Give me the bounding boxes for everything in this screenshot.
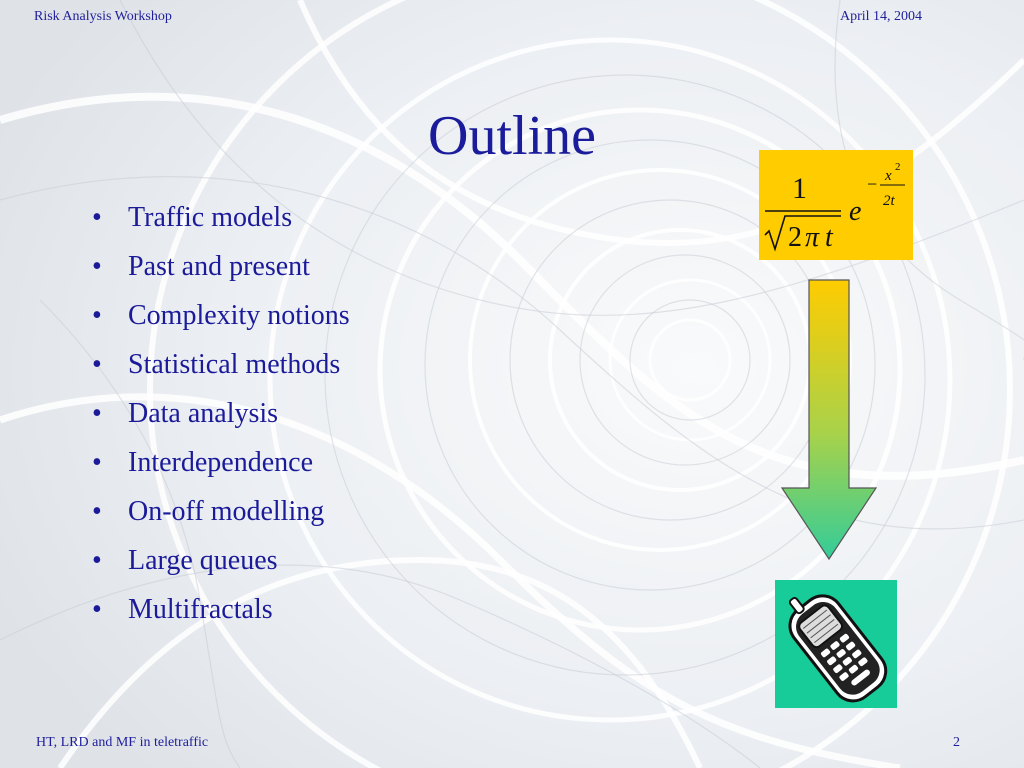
- header-workshop-name: Risk Analysis Workshop: [34, 9, 172, 24]
- bullet-glyph: •: [92, 300, 102, 331]
- formula-numerator: 1: [792, 172, 807, 205]
- mobile-phone-icon: [775, 580, 897, 708]
- page-number: 2: [953, 735, 960, 750]
- header-date: April 14, 2004: [840, 9, 923, 24]
- bullet-glyph: •: [92, 545, 102, 576]
- list-item-text: Large queues: [128, 545, 278, 576]
- footer-presentation-title: HT, LRD and MF in teletraffic: [36, 735, 209, 750]
- bullet-glyph: •: [92, 594, 102, 625]
- exponent-minus: −: [867, 174, 878, 194]
- exponent-power: 2: [895, 161, 901, 173]
- bullet-glyph: •: [92, 251, 102, 282]
- bullet-glyph: •: [92, 447, 102, 478]
- bullet-glyph: •: [92, 349, 102, 380]
- list-item-text: Data analysis: [128, 398, 279, 429]
- down-arrow-icon: [780, 278, 878, 562]
- list-item-text: Statistical methods: [128, 349, 341, 380]
- formula-t: t: [825, 222, 833, 253]
- slide-title: Outline: [428, 105, 596, 167]
- list-item-text: Multifractals: [128, 594, 273, 625]
- formula-e: e: [849, 196, 862, 227]
- formula-box: [759, 150, 913, 260]
- list-item-text: Traffic models: [128, 202, 293, 233]
- bullet-glyph: •: [92, 202, 102, 233]
- list-item-text: Past and present: [128, 251, 310, 282]
- list-item-text: Complexity notions: [128, 300, 350, 331]
- exponent-x: x: [885, 168, 892, 184]
- formula-denominator-const: 2: [788, 222, 802, 253]
- list-item-text: Interdependence: [128, 447, 313, 478]
- list-item-text: On-off modelling: [128, 496, 325, 527]
- bullet-glyph: •: [92, 398, 102, 429]
- phone-clipart-box: [775, 580, 897, 708]
- exponent-denominator: 2t: [883, 193, 895, 209]
- bullet-glyph: •: [92, 496, 102, 527]
- gaussian-formula: [759, 150, 913, 260]
- formula-pi: π: [805, 222, 820, 253]
